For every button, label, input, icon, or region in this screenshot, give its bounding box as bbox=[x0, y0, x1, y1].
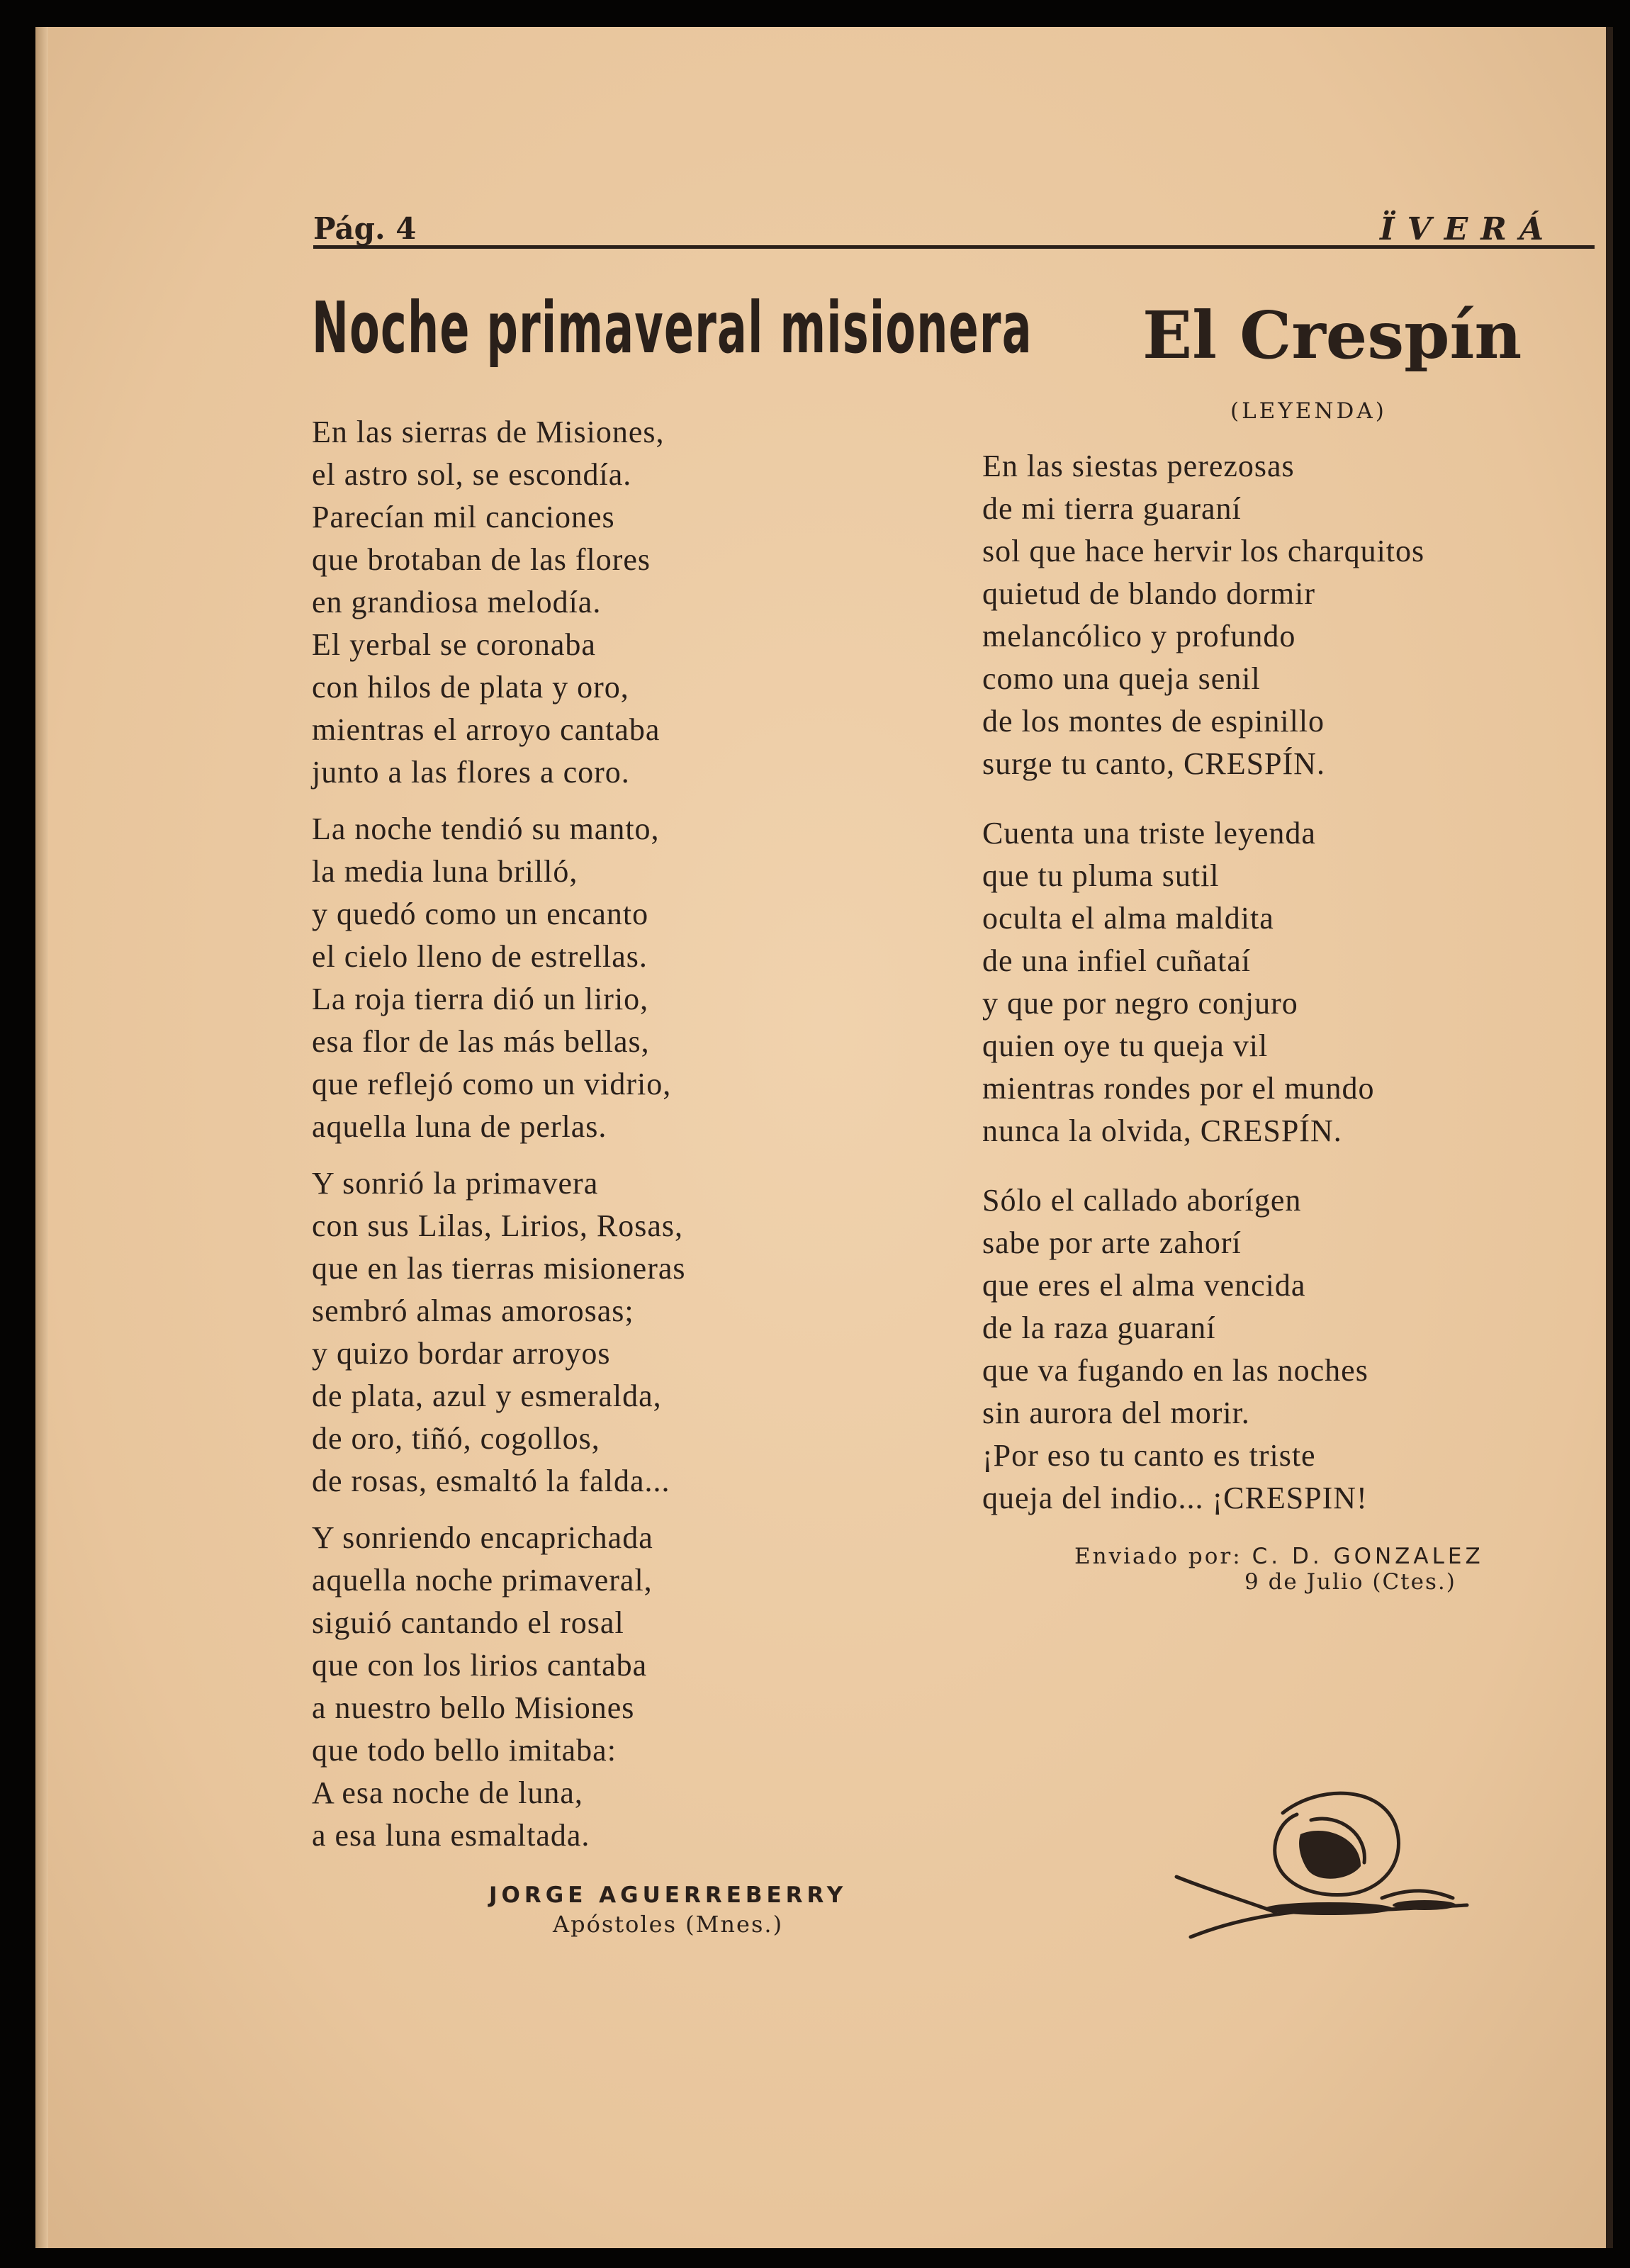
page-spine bbox=[35, 27, 48, 2248]
poem-line: de los montes de espinillo bbox=[982, 704, 1325, 739]
poem-line: sol que hace hervir los charquitos bbox=[982, 534, 1425, 568]
poem-line: de una infiel cuñataí bbox=[982, 943, 1251, 978]
page-number: Pág. 4 bbox=[313, 211, 417, 246]
poem-line: surge tu canto, CRESPÍN. bbox=[982, 746, 1325, 781]
magazine-page bbox=[35, 27, 1613, 2248]
left-poem bbox=[312, 282, 1033, 1938]
poem-line: A esa noche de luna, bbox=[312, 1775, 583, 1810]
poem-line: que tu pluma sutil bbox=[982, 858, 1220, 893]
poem-line: que reflejó como un vidrio, bbox=[312, 1067, 672, 1101]
right-poem bbox=[982, 296, 1620, 1595]
right-poem-title: El Crespín bbox=[1142, 297, 1522, 374]
poem-line: ¡Por eso tu canto es triste bbox=[982, 1438, 1316, 1473]
poem-line: La noche tendió su manto, bbox=[312, 812, 660, 846]
poem-line: Cuenta una triste leyenda bbox=[982, 816, 1316, 850]
left-stanza-4 bbox=[312, 1517, 1021, 1857]
sender-place: 9 de Julio (Ctes.) bbox=[1244, 1569, 1456, 1595]
poem-line: melancólico y profundo bbox=[982, 619, 1296, 653]
poem-line: que todo bello imitaba: bbox=[312, 1733, 617, 1768]
poem-line: sabe por arte zahorí bbox=[982, 1225, 1242, 1260]
poem-line: Sólo el callado aborígen bbox=[982, 1183, 1302, 1218]
poem-line: En las siestas perezosas bbox=[982, 449, 1295, 483]
poem-line: queja del indio... ¡CRESPIN! bbox=[982, 1481, 1368, 1515]
left-poem-author: JORGE AGUERREBERRY bbox=[489, 1882, 848, 1908]
poem-line: con sus Lilas, Lirios, Rosas, bbox=[312, 1208, 683, 1243]
right-stanza-2 bbox=[982, 812, 1620, 1152]
poem-line: La roja tierra dió un lirio, bbox=[312, 982, 649, 1016]
poem-line: Y sonriendo encaprichada bbox=[312, 1520, 653, 1555]
poem-line: sembró almas amorosas; bbox=[312, 1293, 634, 1328]
poem-line: a nuestro bello Misiones bbox=[312, 1690, 635, 1725]
poem-line: y quedó como un encanto bbox=[312, 897, 649, 931]
poem-line: Parecían mil canciones bbox=[312, 500, 615, 534]
poem-line: nunca la olvida, CRESPÍN. bbox=[982, 1113, 1342, 1148]
right-poem-subtitle: (LEYENDA) bbox=[1230, 398, 1387, 424]
poem-line: de la raza guaraní bbox=[982, 1310, 1216, 1345]
left-stanza-2 bbox=[312, 808, 1021, 1148]
bird-nest-vignette-icon bbox=[1148, 1770, 1502, 1969]
right-stanza-1 bbox=[982, 445, 1620, 785]
left-stanza-1 bbox=[312, 411, 1021, 794]
poem-line: de mi tierra guaraní bbox=[982, 491, 1242, 526]
poem-line: mientras el arroyo cantaba bbox=[312, 712, 661, 747]
poem-line: que va fugando en las noches bbox=[982, 1353, 1368, 1388]
poem-line: En las sierras de Misiones, bbox=[312, 415, 665, 449]
poem-line: que en las tierras misioneras bbox=[312, 1251, 686, 1286]
poem-line: en grandiosa melodía. bbox=[312, 585, 602, 619]
poem-line: la media luna brilló, bbox=[312, 854, 578, 889]
page-header bbox=[313, 189, 1595, 249]
poem-line: y quizo bordar arroyos bbox=[312, 1336, 611, 1371]
poem-line: de plata, azul y esmeralda, bbox=[312, 1379, 662, 1413]
left-stanza-3 bbox=[312, 1162, 1021, 1503]
poem-line: el astro sol, se escondía. bbox=[312, 457, 632, 492]
poem-line: de oro, tiñó, cogollos, bbox=[312, 1421, 600, 1456]
sender-name: C. D. GONZALEZ bbox=[1252, 1544, 1484, 1569]
poem-line: quietud de blando dormir bbox=[982, 576, 1316, 611]
poem-line: el cielo lleno de estrellas. bbox=[312, 939, 648, 974]
magazine-title: ÏVERÁ bbox=[1380, 211, 1556, 247]
poem-line: que eres el alma vencida bbox=[982, 1268, 1306, 1303]
poem-line: Y sonrió la primavera bbox=[312, 1166, 599, 1201]
left-poem-author-place: Apóstoles (Mnes.) bbox=[553, 1911, 784, 1938]
poem-line: El yerbal se coronaba bbox=[312, 627, 596, 662]
poem-line: oculta el alma maldita bbox=[982, 901, 1274, 936]
poem-line: que con los lirios cantaba bbox=[312, 1648, 648, 1683]
poem-line: de rosas, esmaltó la falda... bbox=[312, 1464, 670, 1498]
poem-line: sin aurora del morir. bbox=[982, 1396, 1250, 1430]
poem-line: junto a las flores a coro. bbox=[312, 755, 630, 790]
sender-label: Enviado por: bbox=[1074, 1544, 1242, 1569]
poem-line: quien oye tu queja vil bbox=[982, 1028, 1269, 1063]
poem-line: aquella noche primaveral, bbox=[312, 1563, 653, 1598]
poem-line: aquella luna de perlas. bbox=[312, 1109, 607, 1144]
poem-line: mientras rondes por el mundo bbox=[982, 1071, 1375, 1106]
poem-line: y que por negro conjuro bbox=[982, 986, 1298, 1021]
poem-line: que brotaban de las flores bbox=[312, 542, 651, 577]
right-stanza-3 bbox=[982, 1179, 1620, 1520]
poem-line: como una queja senil bbox=[982, 661, 1261, 696]
right-poem-sender bbox=[1074, 1544, 1620, 1569]
left-poem-title: Noche primaveral misionera bbox=[312, 286, 1033, 369]
poem-line: esa flor de las más bellas, bbox=[312, 1024, 650, 1059]
poem-line: a esa luna esmaltada. bbox=[312, 1818, 590, 1853]
poem-line: con hilos de plata y oro, bbox=[312, 670, 629, 704]
poem-line: siguió cantando el rosal bbox=[312, 1605, 624, 1640]
